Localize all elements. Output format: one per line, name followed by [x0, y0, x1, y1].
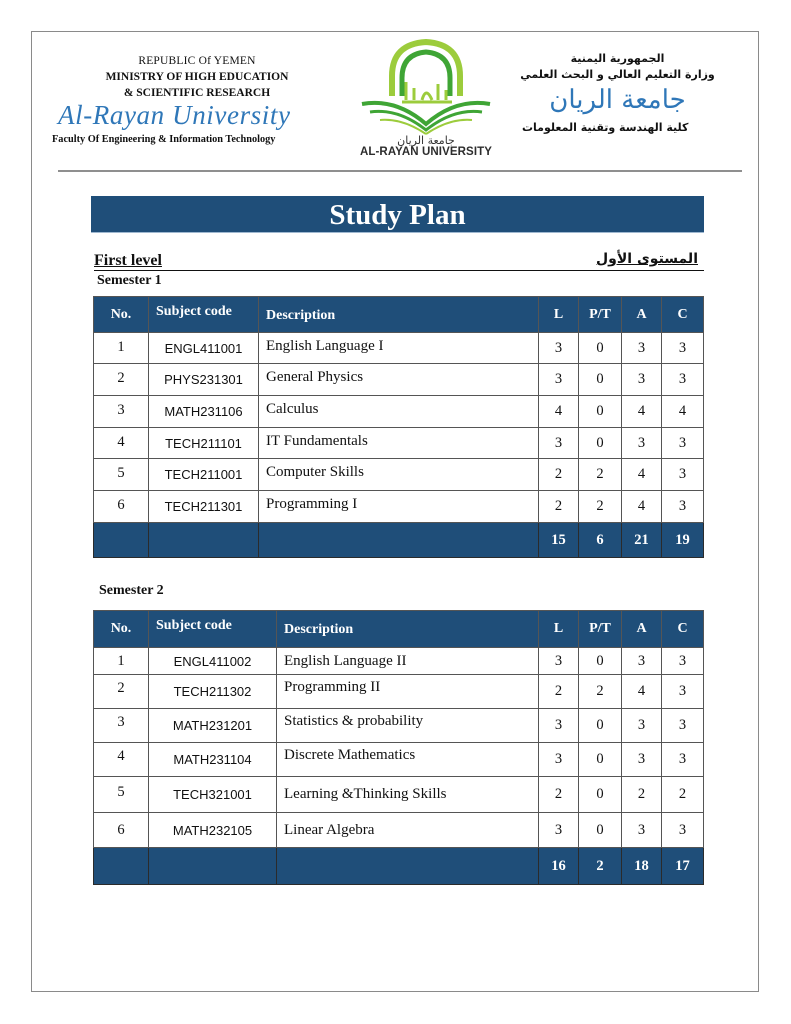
row-description: General Physics [259, 364, 539, 396]
totals-empty-no [94, 523, 149, 558]
row-a: 4 [622, 675, 662, 709]
row-description: Statistics & probability [277, 709, 539, 743]
row-no: 5 [94, 777, 149, 813]
col-l: L [539, 297, 579, 333]
row-no: 3 [94, 709, 149, 743]
totals-row [94, 523, 704, 558]
row-description: Calculus [259, 396, 539, 428]
row-pt: 0 [579, 428, 622, 459]
row-description: IT Fundamentals [259, 428, 539, 459]
table-row [94, 364, 704, 396]
row-a: 3 [622, 813, 662, 848]
ministry-text-arabic: وزارة التعليم العالي و البحث العلمي [520, 68, 715, 81]
col-no: No. [94, 611, 149, 648]
col-description: Description [277, 611, 539, 648]
col-description: Description [259, 297, 539, 333]
row-no: 4 [94, 428, 149, 459]
table-row [94, 675, 704, 709]
university-name-arabic: جامعة الريان [549, 85, 686, 115]
row-l: 2 [539, 777, 579, 813]
col-no: No. [94, 297, 149, 333]
row-c: 3 [662, 459, 704, 491]
row-code: MATH231106 [149, 396, 259, 428]
col-c: C [662, 611, 704, 648]
table-row [94, 459, 704, 491]
totals-empty-no [94, 848, 149, 885]
row-l: 2 [539, 459, 579, 491]
row-code: ENGL411001 [149, 333, 259, 364]
col-pt: P/T [579, 611, 622, 648]
row-code: TECH211302 [149, 675, 277, 709]
title-banner [91, 196, 704, 233]
row-c: 3 [662, 743, 704, 777]
university-name: Al-Rayan University [58, 100, 291, 130]
row-pt: 2 [579, 675, 622, 709]
row-l: 3 [539, 428, 579, 459]
total-a: 21 [622, 523, 662, 558]
col-l: L [539, 611, 579, 648]
logo-emblem-icon [356, 38, 496, 138]
totals-empty-code [149, 523, 259, 558]
row-code: MATH231201 [149, 709, 277, 743]
page-title: Study Plan [329, 199, 466, 231]
col-a: A [622, 297, 662, 333]
row-no: 6 [94, 813, 149, 848]
semester-1-table [93, 296, 704, 558]
totals-empty-code [149, 848, 277, 885]
table-row [94, 333, 704, 364]
row-pt: 0 [579, 813, 622, 848]
row-code: PHYS231301 [149, 364, 259, 396]
row-c: 4 [662, 396, 704, 428]
row-a: 3 [622, 743, 662, 777]
table-row [94, 777, 704, 813]
row-l: 3 [539, 333, 579, 364]
row-no: 3 [94, 396, 149, 428]
row-a: 3 [622, 648, 662, 675]
row-a: 3 [622, 428, 662, 459]
row-pt: 0 [579, 364, 622, 396]
faculty-name: Faculty Of Engineering & Information Technology [52, 134, 276, 145]
faculty-name-arabic: كلية الهندسة وتقنية المعلومات [522, 121, 689, 134]
row-no: 2 [94, 675, 149, 709]
row-pt: 2 [579, 459, 622, 491]
row-c: 3 [662, 333, 704, 364]
row-a: 4 [622, 396, 662, 428]
row-no: 1 [94, 333, 149, 364]
row-l: 3 [539, 709, 579, 743]
row-l: 2 [539, 491, 579, 523]
row-c: 3 [662, 428, 704, 459]
row-no: 1 [94, 648, 149, 675]
row-l: 3 [539, 364, 579, 396]
row-description: Computer Skills [259, 459, 539, 491]
col-pt: P/T [579, 297, 622, 333]
row-code: TECH321001 [149, 777, 277, 813]
row-description: English Language I [259, 333, 539, 364]
row-a: 2 [622, 777, 662, 813]
header-left-block [52, 55, 332, 145]
row-c: 3 [662, 709, 704, 743]
total-l: 16 [539, 848, 579, 885]
row-no: 5 [94, 459, 149, 491]
row-c: 3 [662, 364, 704, 396]
row-a: 3 [622, 333, 662, 364]
table-row [94, 428, 704, 459]
row-pt: 2 [579, 491, 622, 523]
row-l: 3 [539, 743, 579, 777]
row-code: TECH211301 [149, 491, 259, 523]
row-l: 3 [539, 648, 579, 675]
col-subject-code: Subject code [149, 611, 277, 648]
table-header-row [94, 611, 704, 648]
total-pt: 6 [579, 523, 622, 558]
row-code: TECH211101 [149, 428, 259, 459]
totals-row [94, 848, 704, 885]
row-c: 3 [662, 813, 704, 848]
table-row [94, 648, 704, 675]
republic-text-arabic: الجمهورية اليمنية [570, 52, 665, 65]
row-pt: 0 [579, 396, 622, 428]
total-c: 17 [662, 848, 704, 885]
header-right-block [510, 52, 725, 134]
row-code: MATH232105 [149, 813, 277, 848]
row-no: 2 [94, 364, 149, 396]
row-no: 6 [94, 491, 149, 523]
col-a: A [622, 611, 662, 648]
table-row [94, 396, 704, 428]
row-l: 4 [539, 396, 579, 428]
semester-2-label: Semester 2 [99, 583, 164, 598]
row-c: 3 [662, 648, 704, 675]
table-row [94, 743, 704, 777]
university-logo [356, 38, 496, 162]
total-pt: 2 [579, 848, 622, 885]
table-row [94, 813, 704, 848]
row-pt: 0 [579, 777, 622, 813]
total-c: 19 [662, 523, 704, 558]
row-description: Discrete Mathematics [277, 743, 539, 777]
row-no: 4 [94, 743, 149, 777]
row-pt: 0 [579, 333, 622, 364]
row-l: 3 [539, 813, 579, 848]
totals-empty-desc [277, 848, 539, 885]
row-description: Linear Algebra [277, 813, 539, 848]
row-a: 4 [622, 459, 662, 491]
total-a: 18 [622, 848, 662, 885]
row-c: 2 [662, 777, 704, 813]
logo-arabic-name: جامعة الريان [397, 134, 455, 147]
level-arabic: المستوى الأول [596, 251, 698, 267]
row-a: 4 [622, 491, 662, 523]
row-description: English Language II [277, 648, 539, 675]
row-code: MATH231104 [149, 743, 277, 777]
col-c: C [662, 297, 704, 333]
semester-2-table [93, 610, 704, 885]
row-pt: 0 [579, 743, 622, 777]
row-code: ENGL411002 [149, 648, 277, 675]
republic-text: REPUBLIC Of YEMEN [138, 55, 256, 67]
row-c: 3 [662, 675, 704, 709]
table-row [94, 491, 704, 523]
row-description: Learning &Thinking Skills [277, 777, 539, 813]
table-row [94, 709, 704, 743]
total-l: 15 [539, 523, 579, 558]
level-english: First level [94, 252, 162, 269]
row-a: 3 [622, 709, 662, 743]
table-header-row [94, 297, 704, 333]
research-text: & SCIENTIFIC RESEARCH [123, 87, 271, 99]
totals-empty-desc [259, 523, 539, 558]
row-pt: 0 [579, 709, 622, 743]
col-subject-code: Subject code [149, 297, 259, 333]
row-c: 3 [662, 491, 704, 523]
row-code: TECH211001 [149, 459, 259, 491]
logo-english-name: AL-RAYAN UNIVERSITY [359, 146, 493, 158]
ministry-text: MINISTRY OF HIGH EDUCATION [105, 71, 289, 83]
row-l: 2 [539, 675, 579, 709]
row-description: Programming II [277, 675, 539, 709]
row-description: Programming I [259, 491, 539, 523]
header-divider [58, 170, 742, 172]
level-heading [94, 252, 704, 271]
semester-1-label: Semester 1 [97, 273, 162, 288]
row-a: 3 [622, 364, 662, 396]
row-pt: 0 [579, 648, 622, 675]
